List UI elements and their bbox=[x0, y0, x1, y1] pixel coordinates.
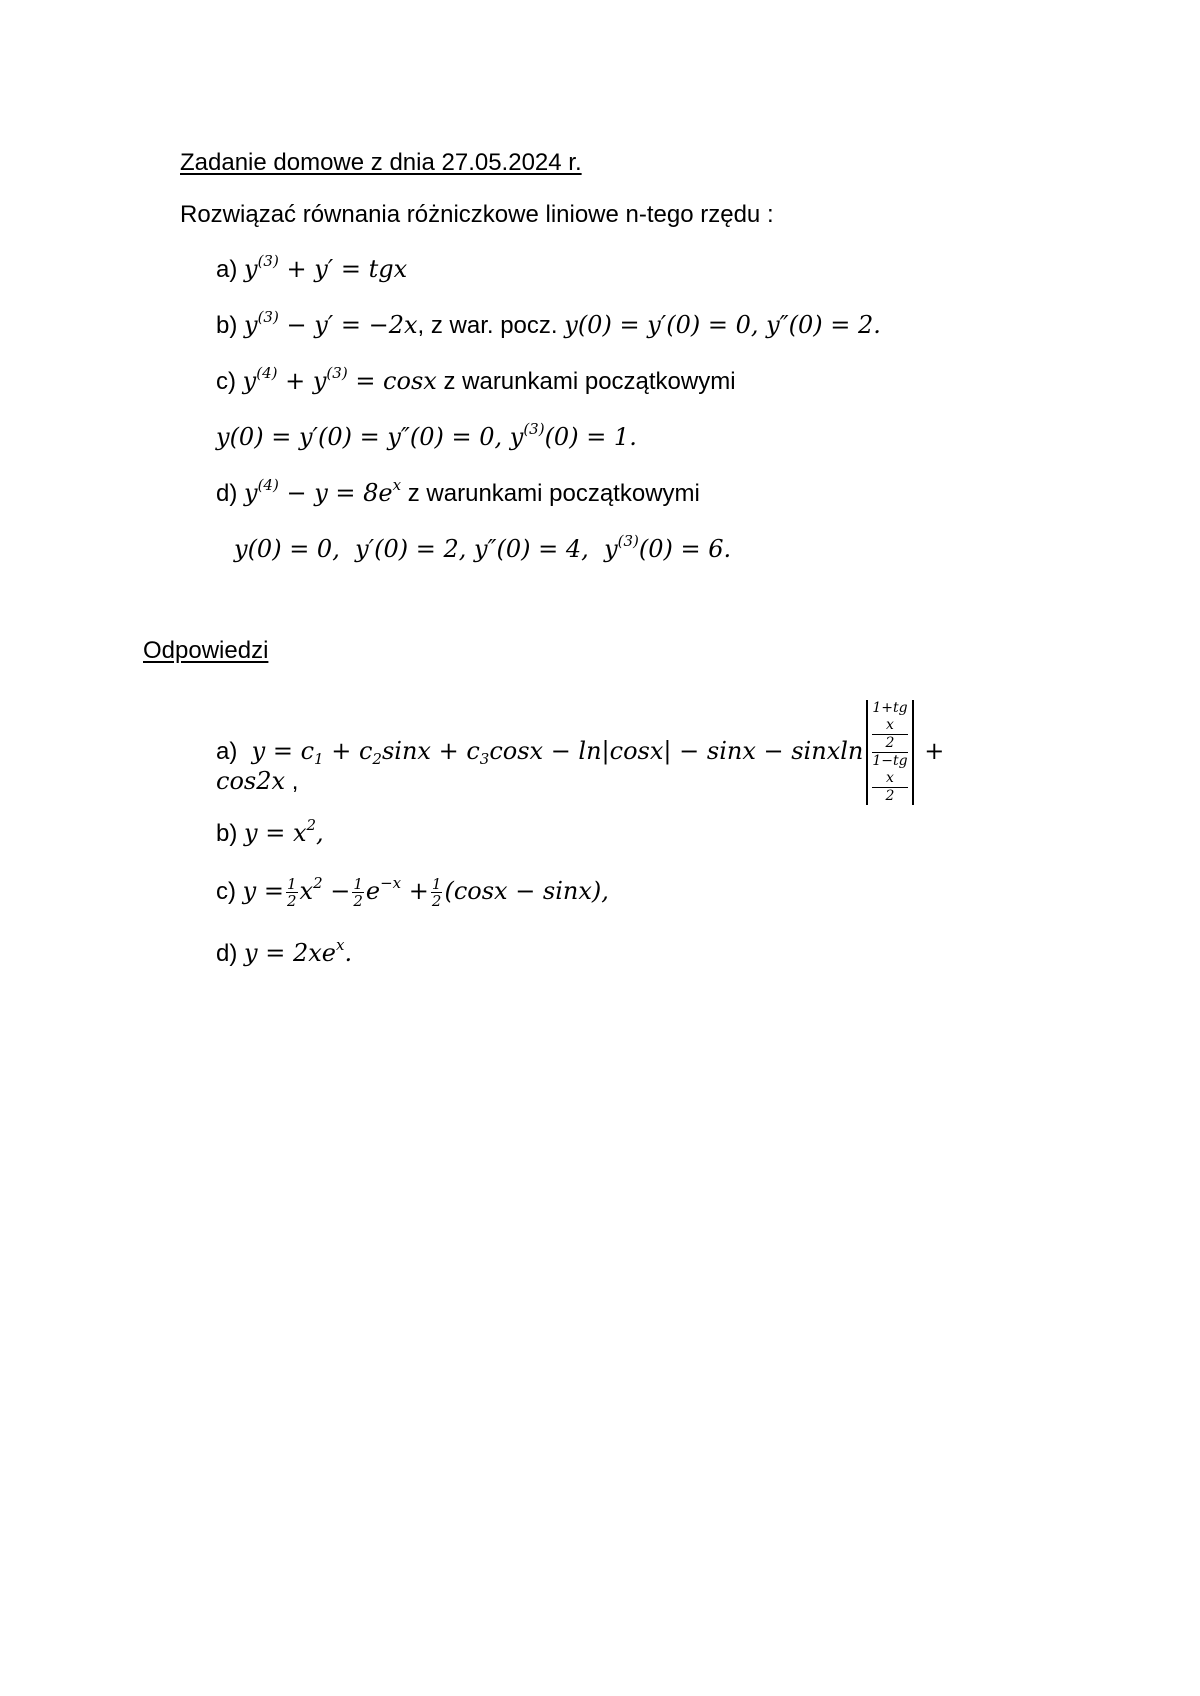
task-d-initial-conditions: y(0) = 0, y′(0) = 2, y″(0) = 4, $y^{(3)}(0) = 6$. bbox=[234, 532, 732, 563]
task-c-initial-conditions: y(0) = y′(0) = y″(0) = 0, $y^{(3)}(0) = 1$. bbox=[216, 420, 637, 451]
answer-a-label: a) bbox=[216, 738, 238, 765]
task-d-condition-text: z warunkami początkowymi bbox=[407, 480, 700, 507]
answer-d bbox=[216, 938, 352, 969]
task-b-initial-conditions: y(0) = y′(0) = 0, y″(0) = 2. bbox=[564, 311, 881, 339]
task-b-condition-text: , z war. pocz. bbox=[417, 312, 558, 339]
task-c bbox=[216, 366, 736, 397]
answer-b-label: b) bbox=[216, 820, 238, 847]
task-d bbox=[216, 478, 700, 509]
task-d-equation: $y^{(4)} - y = 8e^x$ bbox=[244, 476, 402, 507]
answer-d-formula: $y = 2xe^x$. bbox=[244, 936, 353, 967]
task-c-equation: $y^{(4)} + y^{(3)} = \cos x$ bbox=[242, 364, 437, 395]
answer-a-formula: $y = c_1 + c_2\sin x + c_3\cos x - \ln|\cos x| - \sin x$ − sinxln 1+tg x 2 1−tg x 2 + bbox=[244, 700, 945, 804]
instruction-text: Rozwiązać równania różniczkowe liniowe n-tego rzędu : bbox=[180, 201, 774, 228]
answers-heading: Odpowiedzi bbox=[143, 637, 269, 664]
answer-c-label: c) bbox=[216, 878, 236, 905]
task-a bbox=[216, 254, 407, 285]
answer-c-formula: y = $\frac{1}{2}$ $x^2$ − $\frac{1}{2}$ $e^{-x}$ + $\frac{1}{2}$ (cosx − sinx), bbox=[242, 874, 609, 910]
answer-a-continuation: cos2x , bbox=[216, 767, 299, 795]
answer-d-label: d) bbox=[216, 940, 238, 967]
task-a-equation: $y^{(3)} + y'$ = tgx bbox=[244, 252, 408, 283]
answer-b bbox=[216, 818, 324, 849]
answer-c bbox=[216, 876, 609, 909]
task-b bbox=[216, 310, 881, 341]
task-c-label: c) bbox=[216, 368, 236, 395]
task-b-label: b) bbox=[216, 312, 238, 339]
answer-b-formula: $y = x^2$, bbox=[244, 816, 324, 847]
page-title: Zadanie domowe z dnia 27.05.2024 r. bbox=[180, 149, 582, 176]
task-d-label: d) bbox=[216, 480, 238, 507]
task-a-label: a) bbox=[216, 256, 238, 283]
task-c-condition-text: z warunkami początkowymi bbox=[443, 368, 736, 395]
task-b-equation: $y^{(3)} - y' = -2x$ bbox=[244, 308, 418, 339]
answer-a bbox=[216, 700, 944, 805]
